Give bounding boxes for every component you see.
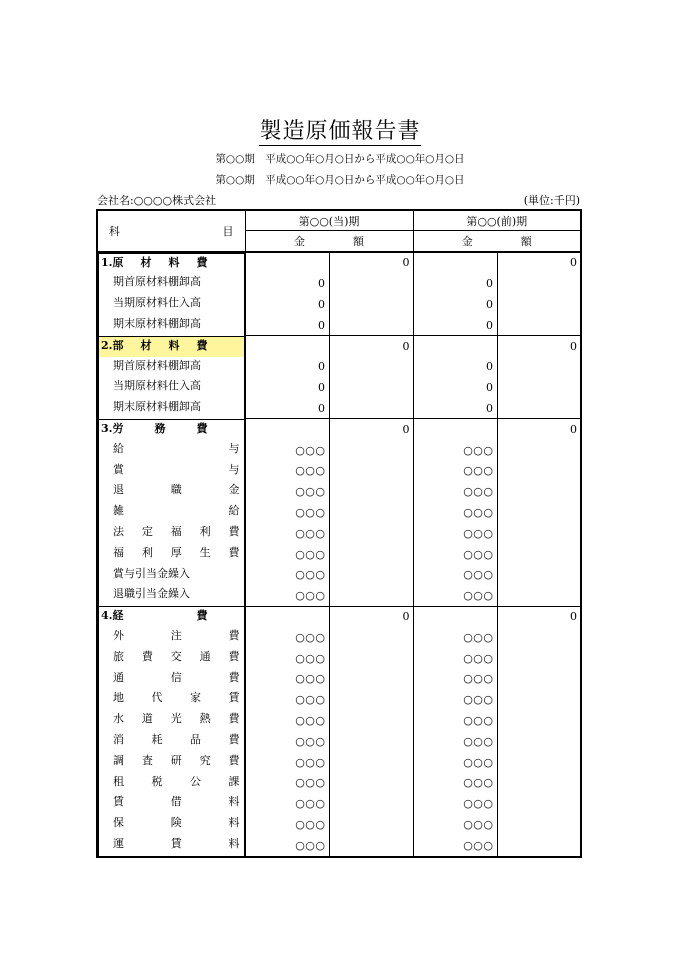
label-char: 消 [113,732,124,746]
previous-total: 0 [497,336,581,357]
label-char: 料 [168,255,180,269]
current-total-blank [329,835,413,857]
previous-amount: ○○○ [413,689,497,710]
current-amount: ○○○ [245,669,329,690]
label-char: 旅 [113,649,124,663]
previous-total-blank [497,398,581,419]
label-char: 料 [228,836,240,850]
previous-total-blank [497,357,581,378]
current-total: 0 [329,336,413,357]
label-char: 賞 [113,462,124,476]
label-char: 利 [141,545,153,559]
label-char: 課 [228,774,240,788]
line-item-label [98,377,245,398]
label-char: 水 [113,712,124,726]
previous-amount: ○○○ [413,648,497,669]
label-char: 通 [199,649,211,663]
current-total-blank [329,689,413,710]
line-item-row [97,710,581,731]
line-item-row [97,398,581,419]
label-char: 与 [228,441,240,455]
previous-total: 0 [497,419,581,440]
current-detail-cell [245,336,329,357]
previous-amount: ○○○ [413,752,497,773]
label-char: 租 [113,774,124,788]
line-item-row [97,544,581,565]
line-item-label [98,835,245,856]
line-item-row [97,565,581,586]
line-item-label [98,315,245,336]
label-char: 費 [228,628,240,642]
label-char: 熱 [199,712,211,726]
label-char: 1.原 [101,255,124,269]
label-char: 料 [228,795,240,809]
current-amount: 0 [245,398,329,419]
section-label [98,336,245,357]
label-text: 当期原材料仕入高 [113,379,201,393]
line-item-row [97,627,581,648]
current-amount-header: 金 額 [245,231,413,252]
line-item-row [97,377,581,398]
line-item-label [98,440,245,461]
label-char: 代 [151,691,163,705]
line-item-label [98,627,245,648]
label-char: 外 [113,628,124,642]
current-amount: 0 [245,357,329,378]
current-amount: ○○○ [245,793,329,814]
current-amount: ○○○ [245,752,329,773]
current-total-blank [329,669,413,690]
line-item-row [97,481,581,502]
current-amount: ○○○ [245,648,329,669]
label-char: 給 [113,441,124,455]
line-item-row [97,773,581,794]
line-item-label [98,710,245,731]
current-amount: ○○○ [245,481,329,502]
previous-amount: ○○○ [413,814,497,835]
line-item-label [98,273,245,294]
previous-total-blank [497,273,581,294]
line-item-label [98,752,245,773]
line-item-row [97,523,581,544]
line-item-row [97,357,581,378]
previous-amount: ○○○ [413,461,497,482]
previous-amount: ○○○ [413,585,497,606]
previous-total-blank [497,669,581,690]
label-char: 2.部 [101,338,124,352]
current-amount: ○○○ [245,773,329,794]
current-total-blank [329,481,413,502]
line-item-row [97,689,581,710]
current-total-blank [329,273,413,294]
label-char: 交 [170,649,182,663]
label-char: 信 [170,670,182,684]
label-char: 厚 [170,545,182,559]
label-text: 賞与引当金繰入 [113,566,190,580]
previous-total-blank [497,315,581,336]
current-total-blank [329,523,413,544]
previous-total-blank [497,731,581,752]
previous-total-blank [497,565,581,586]
section-label [98,606,245,627]
label-char: 賃 [113,795,124,809]
previous-amount: ○○○ [413,544,497,565]
line-item-label [98,398,245,419]
label-char: 料 [228,816,240,830]
unit-label: (単位:千円) [523,194,580,207]
previous-amount: ○○○ [413,502,497,523]
label-char: 家 [190,691,201,705]
previous-amount: ○○○ [413,440,497,461]
current-amount: 0 [245,294,329,315]
previous-detail-cell [413,419,497,440]
current-total: 0 [329,606,413,627]
label-text: 期末原材料棚卸高 [113,316,201,330]
label-char: 与 [228,462,240,476]
previous-total-blank [497,793,581,814]
previous-total-blank [497,710,581,731]
label-char: 賃 [170,836,182,850]
line-item-label [98,773,245,794]
label-text: 当期原材料仕入高 [113,296,201,310]
line-item-label [98,544,245,565]
current-total-blank [329,461,413,482]
current-total-blank [329,793,413,814]
previous-amount: ○○○ [413,669,497,690]
line-item-row [97,440,581,461]
label-char: 品 [190,732,201,746]
label-char: 費 [196,338,208,352]
current-amount: ○○○ [245,565,329,586]
line-item-label [98,294,245,315]
period-line-1: 第○○期 平成○○年○月○日から平成○○年○月○日 [215,153,465,165]
line-item-label [98,502,245,523]
label-char: 雑 [113,504,124,518]
label-char: 法 [113,524,124,538]
label-char: 耗 [151,732,163,746]
line-item-label [98,669,245,690]
previous-amount: ○○○ [413,565,497,586]
current-total-blank [329,440,413,461]
label-char: 険 [170,816,182,830]
current-total: 0 [329,419,413,440]
label-char: 生 [199,545,211,559]
line-item-row [97,273,581,294]
label-char: 光 [170,712,182,726]
label-char: 4.経 [101,609,124,623]
label-char: 務 [154,421,166,435]
current-amount: ○○○ [245,585,329,606]
previous-amount: ○○○ [413,627,497,648]
label-text: 期末原材料棚卸高 [113,400,201,414]
label-char: 調 [113,753,124,767]
line-item-row [97,835,581,857]
line-item-row [97,585,581,606]
label-char: 注 [170,628,182,642]
current-detail-cell [245,252,329,274]
label-char: 福 [113,545,124,559]
section-label [98,253,245,274]
previous-detail-cell [413,606,497,627]
previous-amount: ○○○ [413,731,497,752]
previous-total-blank [497,773,581,794]
current-total-blank [329,814,413,835]
previous-amount: 0 [413,294,497,315]
line-item-row [97,814,581,835]
line-item-label [98,523,245,544]
previous-amount: ○○○ [413,773,497,794]
section-row [97,252,581,274]
line-item-label [98,461,245,482]
current-total-blank [329,731,413,752]
line-item-label [98,814,245,835]
previous-total-blank [497,648,581,669]
current-amount: ○○○ [245,835,329,857]
previous-amount: ○○○ [413,835,497,857]
current-amount: ○○○ [245,710,329,731]
line-item-label [98,731,245,752]
label-char: 給 [228,504,240,518]
subject-header: 科 目 [97,210,245,252]
previous-total-blank [497,835,581,857]
line-item-row [97,502,581,523]
section-label [98,419,245,440]
current-total-blank [329,544,413,565]
line-item-row [97,315,581,336]
current-total-blank [329,377,413,398]
current-amount: 0 [245,315,329,336]
line-item-row [97,793,581,814]
line-item-label [98,565,245,586]
current-total-blank [329,398,413,419]
previous-total-blank [497,502,581,523]
line-item-label [98,585,245,606]
label-text: 退職引当金繰入 [113,587,190,601]
label-char: 運 [113,836,124,850]
line-item-label [98,481,245,502]
current-total-blank [329,585,413,606]
line-item-row [97,461,581,482]
label-char: 地 [113,691,124,705]
current-total-blank [329,294,413,315]
label-char: 費 [228,649,240,663]
label-text: 期首原材料棚卸高 [113,358,201,372]
previous-total-blank [497,814,581,835]
label-char: 費 [196,609,208,623]
label-char: 材 [140,338,152,352]
previous-total-blank [497,481,581,502]
cost-report-table [96,209,582,858]
line-item-row [97,669,581,690]
label-char: 究 [199,753,211,767]
current-total: 0 [329,252,413,274]
current-amount: ○○○ [245,461,329,482]
previous-amount-header: 金 額 [413,231,581,252]
label-char: 借 [170,795,182,809]
current-amount: ○○○ [245,689,329,710]
previous-amount: ○○○ [413,523,497,544]
label-char: 職 [170,483,182,497]
label-char: 定 [141,524,153,538]
label-char: 費 [228,753,240,767]
current-amount: ○○○ [245,502,329,523]
line-item-label [98,648,245,669]
current-amount: ○○○ [245,544,329,565]
label-char: 費 [228,732,240,746]
label-char: 費 [141,649,153,663]
line-item-row [97,294,581,315]
label-char: 保 [113,816,124,830]
label-char: 税 [151,774,163,788]
current-total-blank [329,710,413,731]
previous-total: 0 [497,252,581,274]
line-item-row [97,731,581,752]
label-char: 費 [228,524,240,538]
previous-amount: ○○○ [413,710,497,731]
current-total-blank [329,315,413,336]
previous-total-blank [497,523,581,544]
previous-total-blank [497,752,581,773]
label-char: 費 [228,712,240,726]
current-total-blank [329,648,413,669]
current-total-blank [329,502,413,523]
current-period-header: 第○○(当)期 [245,210,413,231]
previous-amount: 0 [413,377,497,398]
label-char: 利 [199,524,211,538]
previous-amount: ○○○ [413,793,497,814]
current-amount: ○○○ [245,440,329,461]
previous-total-blank [497,294,581,315]
label-char: 費 [228,670,240,684]
label-char: 費 [196,421,208,435]
current-detail-cell [245,419,329,440]
previous-total-blank [497,461,581,482]
previous-total-blank [497,544,581,565]
current-total-blank [329,565,413,586]
company-name: 会社名:○○○○株式会社 [97,194,217,207]
label-char: 賃 [228,691,240,705]
current-amount: ○○○ [245,627,329,648]
previous-total-blank [497,440,581,461]
label-char: 金 [228,483,240,497]
previous-period-header: 第○○(前)期 [413,210,581,231]
section-row [97,419,581,440]
previous-amount: 0 [413,273,497,294]
label-char: 道 [141,712,153,726]
label-char: 査 [141,753,153,767]
previous-detail-cell [413,336,497,357]
previous-amount: ○○○ [413,481,497,502]
current-amount: ○○○ [245,523,329,544]
label-char: 公 [190,774,201,788]
current-total-blank [329,773,413,794]
period-line-2: 第○○期 平成○○年○月○日から平成○○年○月○日 [215,174,465,186]
label-char: 研 [170,753,182,767]
current-total-blank [329,752,413,773]
current-amount: 0 [245,273,329,294]
line-item-label [98,689,245,710]
label-char: 費 [228,545,240,559]
previous-amount: 0 [413,357,497,378]
line-item-label [98,793,245,814]
current-amount: ○○○ [245,731,329,752]
previous-total-blank [497,585,581,606]
label-char: 通 [113,670,124,684]
document-title: 製造原価報告書 [259,119,421,144]
label-char: 福 [170,524,182,538]
label-char: 料 [168,338,180,352]
line-item-label [98,357,245,378]
previous-total-blank [497,627,581,648]
previous-total: 0 [497,606,581,627]
previous-total-blank [497,377,581,398]
section-row [97,336,581,357]
label-char: 退 [113,483,124,497]
current-total-blank [329,357,413,378]
line-item-row [97,648,581,669]
label-text: 期首原材料棚卸高 [113,275,201,289]
current-total-blank [329,627,413,648]
previous-detail-cell [413,252,497,274]
current-amount: 0 [245,377,329,398]
previous-amount: 0 [413,315,497,336]
label-char: 材 [140,255,152,269]
current-detail-cell [245,606,329,627]
previous-amount: 0 [413,398,497,419]
label-char: 費 [196,255,208,269]
label-char: 3.労 [101,421,124,435]
previous-total-blank [497,689,581,710]
section-row [97,606,581,627]
line-item-row [97,752,581,773]
current-amount: ○○○ [245,814,329,835]
